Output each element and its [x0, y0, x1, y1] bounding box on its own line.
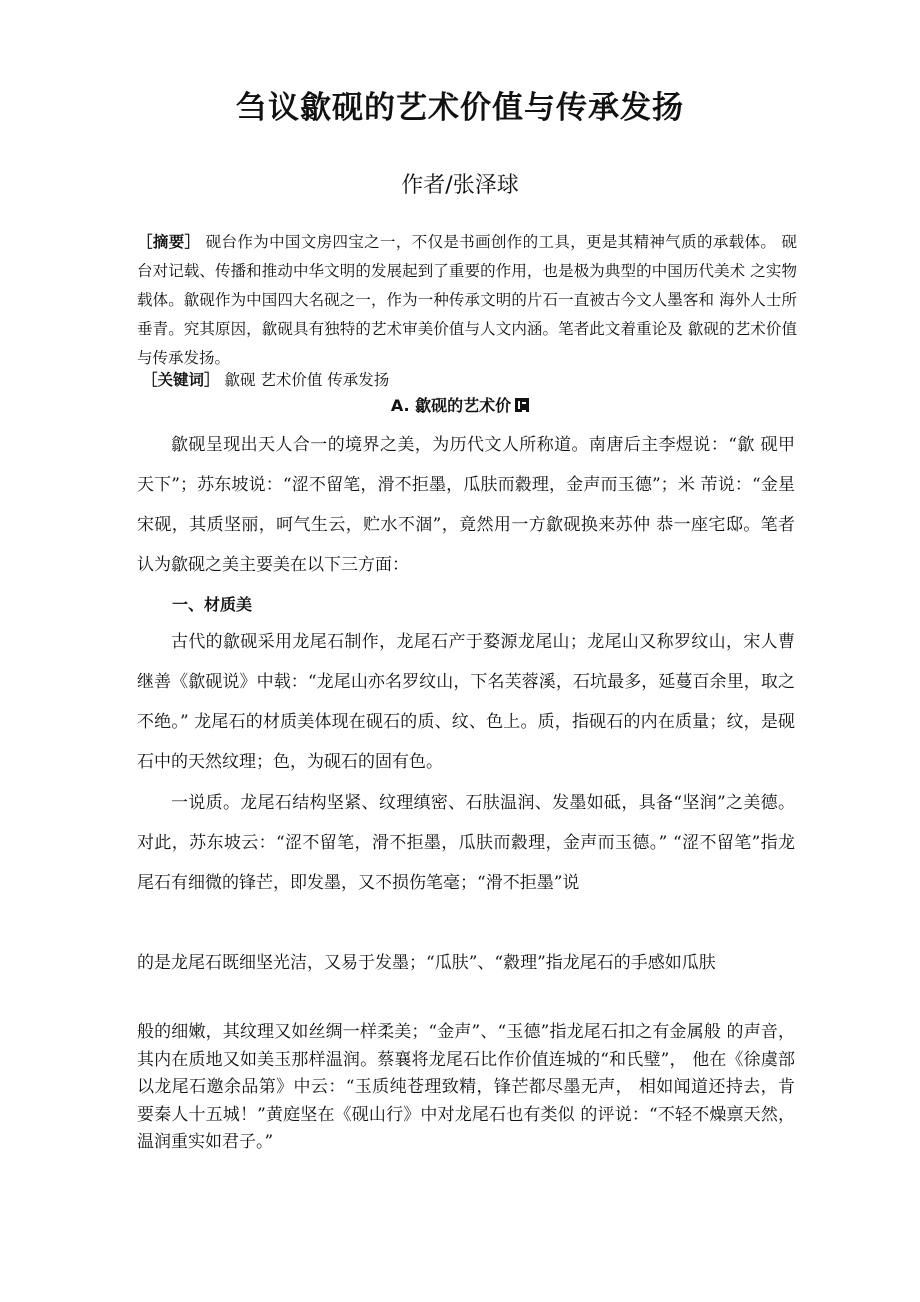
abstract-label: ［摘要］	[137, 233, 201, 251]
author-line: 作者/张泽球	[401, 173, 519, 198]
section-heading-a	[0, 393, 920, 416]
subheading-material: 一、材质美	[172, 595, 253, 614]
keywords	[142, 368, 389, 390]
broken-glyph-icon	[515, 398, 529, 412]
keywords-text: 歙砚 艺术价值 传承发扬	[219, 371, 390, 389]
paragraph-2	[137, 622, 795, 782]
section-heading-a-text: A. 歙砚的艺术价	[390, 396, 512, 415]
paragraph-4: 的是龙尾石既细坚光洁，又易于发墨；“瓜肤”、“縠理”指龙尾石的手感如瓜肤	[137, 953, 716, 973]
paragraph-2-text: 古代的歙砚采用龙尾石制作，龙尾石产于婺源龙尾山；龙尾山又称罗纹山，宋人曹继善《歙砚说》中载：“龙尾山亦名罗纹山，下名芙蓉溪，石坑最多，延蔓百余里，取之不绝。” 龙尾石的材质美体现在砚石的质、纹、色上。质，指砚石的内在质量；纹，是砚石中的天然纹理；色，为砚石的固有色。	[137, 632, 795, 772]
abstract	[137, 228, 797, 373]
paragraph-1	[137, 425, 795, 585]
paragraph-5: 般的细嫩，其纹理又如丝绸一样柔美；“金声”、“玉德”指龙尾石扣之有金属般 的声音，其内在质地又如美玉那样温润。蔡襄将龙尾石比作价值连城的“和氏璧”， 他在《徐虞部以龙尾石邀余品第》中云：“玉质纯苍理致精，锋芒都尽墨无声， 相如闻道还持去，肯要秦人十五城！”黄庭坚在《砚山行》中对龙尾石也有类似 的评说：“不轻不燥禀天然，温润重实如君子。”	[137, 1022, 795, 1152]
abstract-text: 砚台作为中国文房四宝之一，不仅是书画创作的工具，更是其精神气质的承载体。 砚台对记载、传播和推动中华文明的发展起到了重要的作用，也是极为典型的中国历代美术 之实物载体。歙砚作为中国四大名砚之一，作为一种传承文明的片石一直被古今文人墨客和 海外人士所垂青。究其原因，歙砚具有独特的艺术审美价值与人文内涵。笔者此文着重论及 歙砚的艺术价值与传承发扬。	[137, 233, 797, 367]
paragraph-3-text: 一说质。龙尾石结构坚紧、纹理缜密、石肤温润、发墨如砥，具备“坚润”之美德。对此，苏东坡云：“涩不留笔，滑不拒墨，瓜肤而縠理，金声而玉德。” “涩不留笔”指龙尾石有细微的锋芒，即发墨，又不损伤笔毫；“滑不拒墨”说	[137, 793, 795, 893]
page-title: 刍议歙砚的艺术价值与传承发扬	[236, 90, 684, 126]
paragraph-1-text: 歙砚呈现出天人合一的境界之美，为历代文人所称道。南唐后主李煜说：“歙 砚甲天下”；苏东坡说：“涩不留笔，滑不拒墨，瓜肤而縠理，金声而玉德”；米 芾说：“金星宋砚，其质坚丽，呵气生云，贮水不涸”，竟然用一方歙砚换来苏仲 恭一座宅邸。笔者认为歙砚之美主要美在以下三方面：	[137, 435, 795, 575]
paragraph-3	[137, 783, 795, 903]
keywords-label: ［关键词］	[142, 371, 220, 389]
